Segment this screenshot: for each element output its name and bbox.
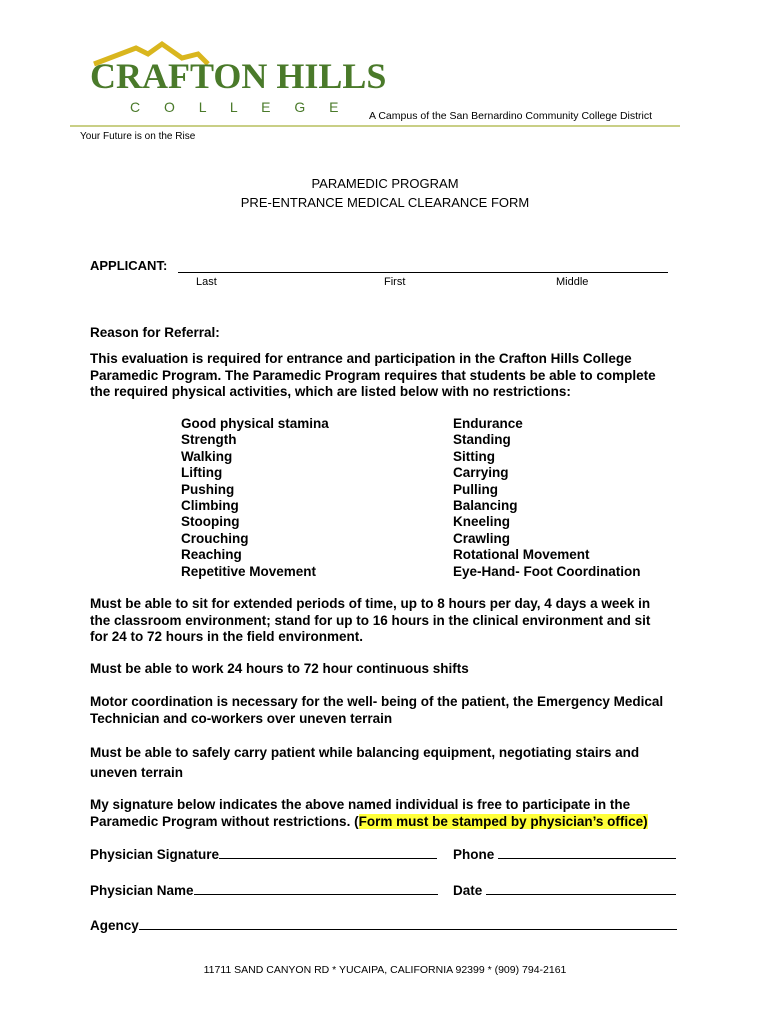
requirement-carry xyxy=(90,743,690,783)
list-item: Good physical stamina xyxy=(181,416,329,431)
list-item: Stooping xyxy=(181,514,240,530)
stamp-note-highlight: Form must be stamped by physician’s office) xyxy=(358,813,648,829)
list-item: Carrying xyxy=(453,465,509,481)
applicant-name-field[interactable] xyxy=(178,272,668,273)
activities-right-list xyxy=(453,416,640,580)
date-field[interactable] xyxy=(486,882,676,895)
statement-line xyxy=(90,814,690,831)
activities-left-list xyxy=(181,416,329,580)
statement-line: My signature below indicates the above named individual is free to participate in the xyxy=(90,797,631,812)
applicant-label: APPLICANT: xyxy=(90,258,168,273)
agency-row xyxy=(90,917,677,933)
signature-statement xyxy=(90,797,690,830)
list-item: Pushing xyxy=(181,481,235,497)
reason-label: Reason for Referral: xyxy=(90,325,220,340)
list-item: Reaching xyxy=(181,547,242,563)
list-item: Crawling xyxy=(453,530,511,546)
intro-paragraph xyxy=(90,351,690,401)
list-item: Pulling xyxy=(453,481,498,497)
intro-line: Paramedic Program. The Paramedic Program requires that students be able to complete xyxy=(90,367,656,383)
requirement-sitting xyxy=(90,596,690,646)
tagline: Your Future is on the Rise xyxy=(80,131,196,142)
name-field-middle: Middle xyxy=(556,276,589,288)
list-item: Lifting xyxy=(181,465,223,481)
intro-line: the required physical activities, which are listed below with no restrictions: xyxy=(90,384,571,399)
agency-field[interactable] xyxy=(139,917,677,930)
list-item: Climbing xyxy=(181,497,239,513)
list-item: Standing xyxy=(453,432,511,448)
requirement-line: for 24 to 72 hours in the field environment. xyxy=(90,629,364,644)
physician-name-label: Physician Name xyxy=(90,883,194,898)
requirement-line: Must be able to safely carry patient while balancing equipment, negotiating stairs and xyxy=(90,745,640,760)
requirement-motor xyxy=(90,694,690,727)
list-item: Kneeling xyxy=(453,514,511,530)
physician-signature-field[interactable] xyxy=(219,846,437,859)
physician-signature-row xyxy=(90,846,437,862)
footer-address: 11711 SAND CANYON RD * YUCAIPA, CALIFORNIA 92399 * (909) 794-2161 xyxy=(203,964,567,976)
list-item: Endurance xyxy=(453,416,523,431)
physician-name-field[interactable] xyxy=(194,882,438,895)
requirement-line: Motor coordination is necessary for the well- being of the patient, the Emergency Medical xyxy=(90,694,664,709)
requirement-line: the classroom environment; stand for up to 16 hours in the clinical environment and sit xyxy=(90,612,651,628)
date-label: Date xyxy=(453,883,483,898)
list-item: Walking xyxy=(181,448,233,464)
list-item: Rotational Movement xyxy=(453,547,590,563)
mountain-logo-icon xyxy=(86,42,387,122)
phone-field[interactable] xyxy=(498,846,676,859)
district-text: A Campus of the San Bernardino Community College District xyxy=(369,110,653,122)
requirement-line: Technician and co-workers over uneven terrain xyxy=(90,710,393,726)
list-item: Eye-Hand- Foot Coordination xyxy=(453,563,641,579)
list-item: Crouching xyxy=(181,530,249,546)
list-item: Sitting xyxy=(453,448,495,464)
date-row xyxy=(453,882,676,898)
requirement-shifts: Must be able to work 24 hours to 72 hour continuous shifts xyxy=(90,661,469,676)
college-logo xyxy=(86,42,387,122)
header-divider xyxy=(70,125,680,127)
list-item: Balancing xyxy=(453,497,518,513)
phone-row xyxy=(453,846,676,862)
requirement-line: Must be able to sit for extended periods of time, up to 8 hours per day, 4 days a week in xyxy=(90,596,651,611)
name-field-first: First xyxy=(384,276,406,288)
logo-subtitle: C O L L E G E xyxy=(130,99,349,115)
form-title: PARAMEDIC PROGRAM xyxy=(311,176,459,191)
list-item: Strength xyxy=(181,432,237,448)
name-field-last: Last xyxy=(196,276,217,288)
phone-label: Phone xyxy=(453,847,495,862)
physician-signature-label: Physician Signature xyxy=(90,847,220,862)
list-item: Repetitive Movement xyxy=(181,563,317,579)
form-subtitle: PRE-ENTRANCE MEDICAL CLEARANCE FORM xyxy=(240,195,530,210)
physician-name-row xyxy=(90,882,438,898)
intro-line: This evaluation is required for entrance and participation in the Crafton Hills College xyxy=(90,351,632,366)
logo-wordmark: CRAFTON HILLS xyxy=(90,56,387,96)
requirement-line: uneven terrain xyxy=(90,765,184,780)
agency-label: Agency xyxy=(90,918,139,933)
statement-text: Paramedic Program without restrictions. ( xyxy=(90,813,359,829)
